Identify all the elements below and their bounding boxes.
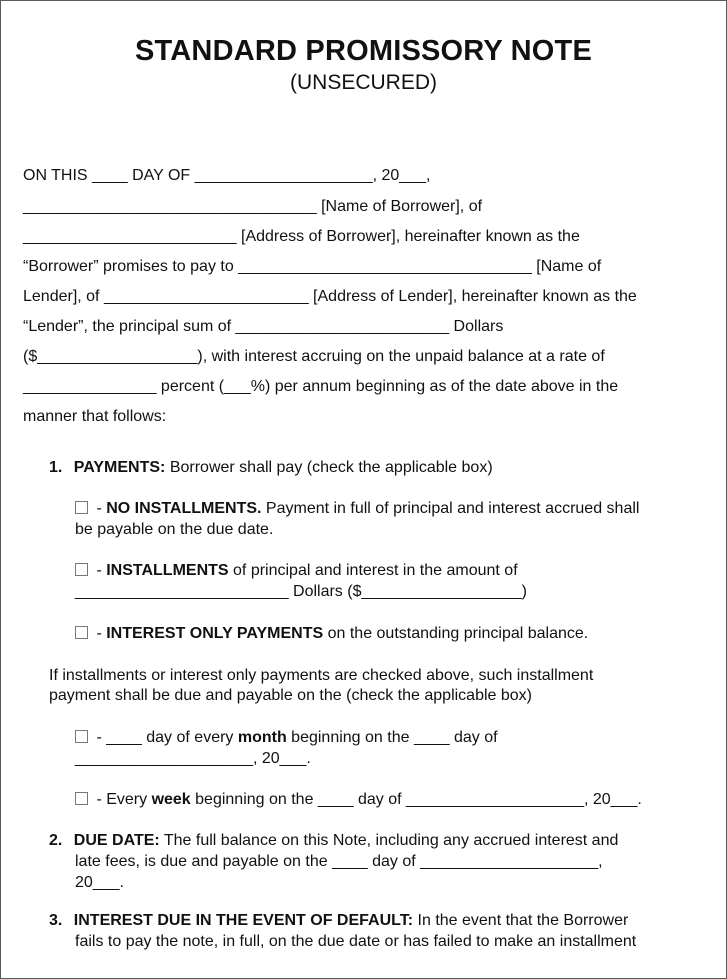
section-text: 20___. (75, 874, 124, 891)
option-prefix: - (92, 500, 107, 517)
checkbox-icon[interactable] (75, 792, 88, 805)
intro-line: ON THIS ____ DAY OF ____________________, 20___, (23, 167, 431, 184)
intro-line: “Lender”, the principal sum of ________________________ Dollars (23, 318, 504, 335)
schedule-intro: payment shall be due and payable on the (check the applicable box) (49, 687, 532, 704)
option-title: INTEREST ONLY PAYMENTS (106, 625, 324, 642)
schedule-option-weekly (75, 790, 642, 810)
option-title: NO INSTALLMENTS. (106, 500, 262, 517)
section-text: The full balance on this Note, including any accrued interest and (159, 832, 619, 849)
option-text: of principal and interest in the amount of (228, 562, 518, 579)
intro-line: “Borrower” promises to pay to _________________________________ [Name of (23, 258, 602, 275)
section-title: INTEREST DUE IN THE EVENT OF DEFAULT: (73, 912, 414, 929)
option-prefix: - (92, 562, 107, 579)
checkbox-icon[interactable] (75, 626, 88, 639)
option-prefix: - (92, 625, 107, 642)
option-text: - Every (92, 791, 152, 808)
intro-line: manner that follows: (23, 408, 167, 425)
option-continuation: be payable on the due date. (75, 521, 274, 538)
option-text: beginning on the ____ day of ____________________, 20___. (190, 791, 642, 808)
payment-option-no-installments (75, 499, 639, 519)
payment-option-interest-only (75, 624, 588, 644)
option-text: Payment in full of principal and interest accrued shall (261, 500, 640, 517)
checkbox-icon[interactable] (75, 501, 88, 514)
intro-line: _________________________________ [Name of Borrower], of (23, 198, 483, 215)
section-2-heading (49, 831, 618, 851)
section-number: 1. (49, 459, 63, 476)
option-text: on the outstanding principal balance. (323, 625, 589, 642)
option-title: INSTALLMENTS (106, 562, 229, 579)
option-emphasis: month (237, 729, 287, 746)
intro-line: ________________________ [Address of Borrower], hereinafter known as the (23, 228, 580, 245)
option-continuation: ________________________ Dollars ($__________________) (75, 583, 527, 600)
section-text: fails to pay the note, in full, on the due date or has failed to make an installment (75, 933, 637, 950)
section-text: late fees, is due and payable on the ____ day of ____________________, (75, 853, 603, 870)
schedule-intro: If installments or interest only payments are checked above, such installment (49, 667, 594, 684)
section-number: 2. (49, 832, 63, 849)
payment-option-installments (75, 561, 518, 581)
option-continuation: ____________________, 20___. (75, 750, 311, 767)
option-text: - ____ day of every (92, 729, 238, 746)
option-emphasis: week (151, 791, 191, 808)
intro-line: _______________ percent (___%) per annum beginning as of the date above in the (23, 378, 619, 395)
section-3-heading (49, 911, 628, 931)
intro-line: ($__________________), with interest accruing on the unpaid balance at a rate of (23, 348, 605, 365)
intro-line: Lender], of _______________________ [Address of Lender], hereinafter known as the (23, 288, 637, 305)
schedule-option-monthly (75, 728, 498, 748)
section-number: 3. (49, 912, 63, 929)
checkbox-icon[interactable] (75, 563, 88, 576)
document-subtitle: (UNSECURED) (290, 71, 437, 94)
section-title: DUE DATE: (73, 832, 160, 849)
checkbox-icon[interactable] (75, 730, 88, 743)
document-title: STANDARD PROMISSORY NOTE (134, 35, 593, 67)
section-text: Borrower shall pay (check the applicable box) (165, 459, 493, 476)
section-title: PAYMENTS: (73, 459, 166, 476)
option-text: beginning on the ____ day of (286, 729, 498, 746)
section-text: In the event that the Borrower (413, 912, 629, 929)
section-1-heading (49, 458, 493, 478)
